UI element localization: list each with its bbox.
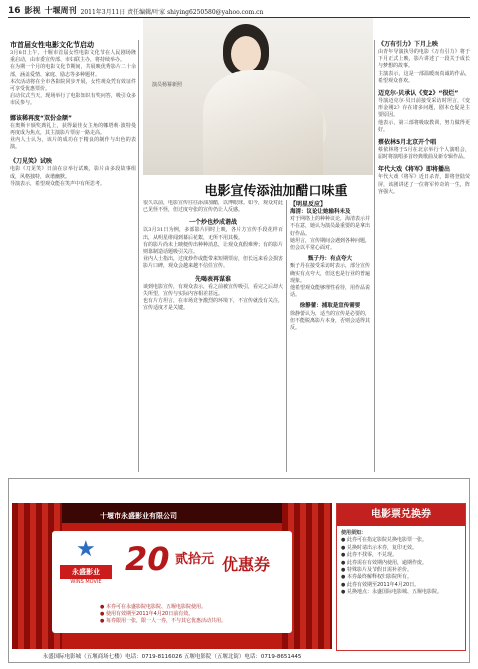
paragraph: 也有片方坦言，在市场竞争激烈的环境下，不宣传就没有关注，宣传适度才是关键。 bbox=[143, 298, 283, 312]
article-heading: 市首届女性电影文化节启动 bbox=[10, 41, 94, 49]
article-heading: 一个炒也炒成谐战 bbox=[188, 219, 237, 227]
paragraph: 导演表示，希望观众能在笑声中有所思考。 bbox=[10, 180, 106, 187]
paragraph: 电影《刀见笑》日前在京举行试映，影片由多段故事组成，风格独特，诙谐幽默。 bbox=[10, 166, 136, 180]
paragraph: 她坦言，宣传期间会遇到各种问题，但会以平常心面对。 bbox=[290, 237, 370, 252]
sub-heading: 甄子丹：有点夸大 bbox=[307, 256, 352, 263]
paragraph: 有的影片尚未上映便传出种种消息，让观众真假难辨；有的影片则靠制造话题吸引关注。 bbox=[143, 241, 283, 256]
coupon-amount: 20 bbox=[125, 540, 170, 578]
paragraph: 在为期一个月的电影文化节期间，共展映优秀影片二十余部，涵盖爱情、家庭、励志等多种题材。 bbox=[10, 64, 136, 78]
coupon-rule: ● 每券限用一张，限一人一券，不与其它优惠活动共用。 bbox=[100, 618, 226, 624]
page-number: 16 bbox=[8, 6, 21, 16]
paragraph: 蔡依林将于5月在北京举行个人演唱会，届时将演唱多首经典歌曲及新专辑作品。 bbox=[378, 147, 470, 161]
page-header bbox=[8, 4, 470, 18]
ticket-rule: ● 此券有效期至2011年4月20日。 bbox=[341, 581, 420, 588]
paragraph: 徐静蕾认为，适当的宣传是必要的，但不能脱离影片本身，否则会适得其反。 bbox=[290, 310, 370, 332]
paragraph: 启动仪式当天，现场举行了电影知识有奖问答，吸引众多市民参与。 bbox=[10, 93, 136, 107]
date-line: 2011年3月11日 责任编辑/叶家 shiying6250580@yahoo.com.cn bbox=[80, 9, 264, 16]
section-name: 影视 bbox=[24, 6, 41, 15]
article-heading: 年代大戏《将军》即将播出 bbox=[378, 166, 451, 174]
feature-photo bbox=[143, 18, 373, 175]
article-heading: 娜该稀再度“双份金额” bbox=[10, 114, 72, 122]
paragraph: 主演表示，这是一部温暖而真诚的作品，希望观众喜欢。 bbox=[378, 70, 470, 84]
ticket-rule: ● 特殊影片及节假日需补差价。 bbox=[341, 567, 412, 574]
column-divider bbox=[286, 200, 287, 472]
main-headline: 电影宣传添油加醋口味重 bbox=[204, 184, 348, 199]
paragraph: 在奥斯卡颁奖典礼上，获得最佳女主角的娜塔莉·波特曼再度成为焦点，其主演影片票房一路走高。 bbox=[10, 122, 136, 136]
ticket-rule: ● 兑换时请出示本券，复印无效。 bbox=[341, 544, 417, 551]
paragraph: 业内人士指出，过度炒作或能带来短期票房，但长远来看会损害影片口碑，观众会越来越不信任宣传。 bbox=[143, 256, 283, 270]
paragraph: 他表示，第三部将吸取教训，努力做得更好。 bbox=[378, 119, 470, 133]
logo-text: 永盛影业 bbox=[60, 565, 112, 579]
ticket-rule: ● 兑换地点：永盛国际电影城、五堰电影院。 bbox=[341, 589, 442, 596]
coupon-rule: ● 本券可在永盛影院电影院、五堰电影院使用。 bbox=[100, 604, 206, 610]
ticket-rule: ● 此券需在有效期内使用，逾期作废。 bbox=[341, 559, 427, 566]
paragraph: 年代大戏《将军》近日杀青，即将登陆荧屏，该剧讲述了一位将军传奇的一生，阵容强大。 bbox=[378, 174, 470, 195]
coupon-rules bbox=[100, 604, 300, 625]
star-icon: ★ bbox=[76, 537, 96, 562]
coupon-label: 优惠券 bbox=[222, 555, 271, 574]
ticket-rules bbox=[341, 530, 463, 597]
photo-caption: 演员杨幂新照 bbox=[152, 82, 183, 88]
right-column bbox=[378, 40, 470, 472]
paragraph: 甄子丹在接受采访时表示，部分宣传确实有点夸大，但这也是行业的普遍现象。 bbox=[290, 263, 370, 284]
paragraph: 由青年导演执导的电影《万有引力》将于下月正式上映，影片讲述了一段关于成长与梦想的故事。 bbox=[378, 49, 470, 70]
paragraph: 导演迈克尔·贝日前接受采访时坦言，《变形金刚2》存在诸多问题，剧本仓促是主要原因。 bbox=[378, 98, 470, 119]
left-column bbox=[10, 40, 136, 472]
ticket-exchange-box bbox=[336, 503, 466, 651]
article-heading: 先喝表再谋谁 bbox=[194, 275, 231, 283]
paragraph: 对于网络上的种种议论，海清表示并不在意，她认为演员最重要的是拿出好作品。 bbox=[290, 216, 370, 237]
column-divider bbox=[374, 40, 375, 472]
article-heading: 蔡依林5月北京开个唱 bbox=[378, 139, 437, 147]
ticket-rule: ● 此券可在指定影院兑换电影票一张。 bbox=[341, 537, 427, 544]
coupon-amount-cn: 贰拾元 bbox=[175, 552, 215, 567]
paragraph: 业内人士认为，该片的成功在于精良的制作与出色的表演。 bbox=[10, 137, 136, 151]
column-divider bbox=[138, 40, 139, 472]
coupon-address: 永盛国际电影城（五堰商场七楼）电话：0719-8116026 五堰电影院（五堰北街）电话：0719-8651445 bbox=[42, 654, 302, 660]
coupon-rule: ● 使用有效期至2011年4月20日前有效。 bbox=[100, 611, 194, 617]
paragraph: 本次活动将在全市各影院同步开展，女性观众凭有效证件可享受优惠票价。 bbox=[10, 78, 136, 93]
cinema-name: 十堰市永盛影业有限公司 bbox=[100, 512, 177, 520]
ticket-rule: ● 本券最终解释权归影院所有。 bbox=[341, 574, 412, 581]
photo-face bbox=[231, 36, 261, 72]
logo-subtext: WINS MOVIE bbox=[70, 579, 102, 585]
paragraph: 以3月31日为例，多部影片同时上映，各片方宣传手段花样百出，从明星绯闻到幕后花絮，无所不用其极。 bbox=[143, 227, 283, 241]
right-middle-column bbox=[290, 200, 370, 472]
paragraph: 3月8日上午，十堰市首届女性电影文化节在人民剧场隆重启动，由市委宣传部、市妇联主办，将持续举办。 bbox=[10, 50, 136, 64]
middle-column bbox=[143, 200, 283, 472]
sub-heading: 徐静蕾：捕取是宣传需要 bbox=[299, 303, 361, 310]
ticket-title: 电影票兑换券 bbox=[337, 504, 465, 526]
paragraph: 他希望观众能够理性看待，用作品说话。 bbox=[290, 285, 370, 299]
article-heading: 《万有引力》下月上映 bbox=[378, 41, 439, 48]
paragraph: 谈到电影宣传，有观众表示，看之前被宣传吸引，看完之后却大失所望，宣传与实际内容相差甚远。 bbox=[143, 283, 283, 297]
paragraph: 很久以前，电影宣传往往添油加醋，以博眼球。如今，观众对此已见怪不怪，但过度夸张的宣传仍让人反感。 bbox=[143, 200, 283, 214]
subsection-name: 十堰周刊 bbox=[44, 6, 77, 15]
ticket-rule: ● 此券不找零，不兑现。 bbox=[341, 552, 397, 559]
article-heading: 《刀见笑》试映 bbox=[10, 158, 53, 166]
article-heading: 迈克尔·贝承认《变2》“很烂” bbox=[378, 90, 459, 98]
sub-heading: 海清：议论让她输科未及 bbox=[290, 209, 351, 215]
photo-dress bbox=[203, 70, 323, 175]
ticket-rules-title: 使用须知： bbox=[341, 530, 367, 536]
cinema-logo bbox=[60, 537, 112, 595]
article-heading: 【明星反应】 bbox=[290, 201, 327, 208]
